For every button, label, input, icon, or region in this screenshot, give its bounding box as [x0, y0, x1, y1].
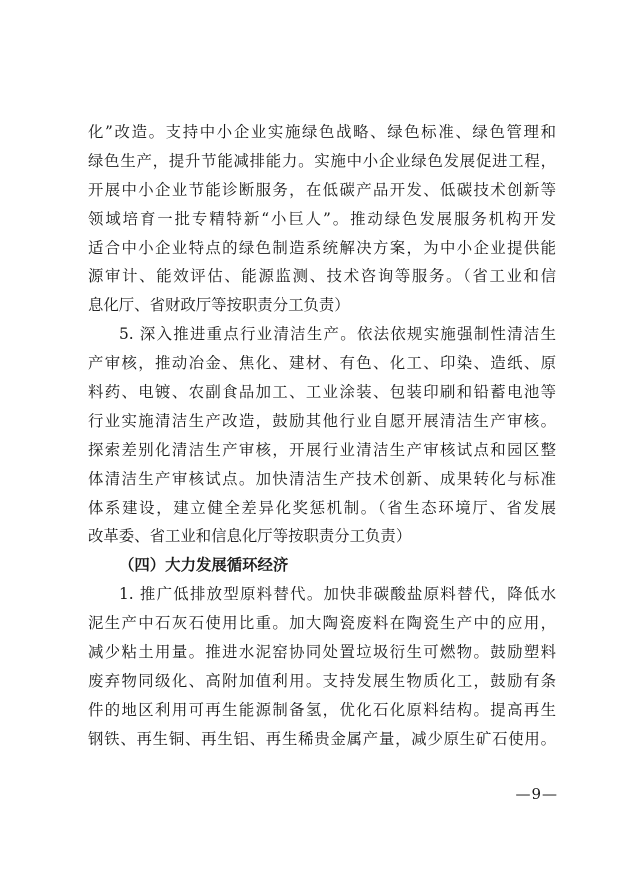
- text-line: 废弃物同级化、高附加值利用。支持发展生物质化工，鼓励有条: [88, 671, 556, 690]
- text-line: 产审核，推动冶金、焦化、建材、有色、化工、印染、造纸、原: [88, 354, 556, 373]
- section-heading: （四）大力发展循环经济: [119, 556, 289, 575]
- text-line: 绿色生产，提升节能减排能力。实施中小企业绿色发展促进工程，: [88, 151, 556, 170]
- text-line: 行业实施清洁生产改造，鼓励其他行业自愿开展清洁生产审核。: [88, 411, 556, 430]
- text-line: 源审计、能效评估、能源监测、技术咨询等服务。（省工业和信: [88, 267, 556, 286]
- document-body: [88, 118, 556, 754]
- text-line: 减少粘土用量。推进水泥窑协同处置垃圾衍生可燃物。鼓励塑料: [88, 643, 556, 662]
- text-line: 领域培育一批专精特新“小巨人”。推动绿色发展服务机构开发: [88, 209, 556, 228]
- paragraph-green-sme: [88, 118, 556, 320]
- text-line: 泥生产中石灰石使用比重。加大陶瓷废料在陶瓷生产中的应用，: [88, 614, 556, 633]
- paragraph-low-emission-materials: [88, 580, 556, 753]
- text-line: 开展中小企业节能诊断服务，在低碳产品开发、低碳技术创新等: [88, 180, 556, 199]
- text-line: 1. 推广低排放型原料替代。加快非碳酸盐原料替代，降低水: [119, 585, 556, 604]
- text-line: 息化厅、省财政厅等按职责分工负责）: [88, 296, 350, 315]
- text-line: 5. 深入推进重点行业清洁生产。依法依规实施强制性清洁生: [119, 325, 556, 344]
- text-line: 适合中小企业特点的绿色制造系统解决方案，为中小企业提供能: [88, 238, 556, 257]
- text-line: 探索差别化清洁生产审核，开展行业清洁生产审核试点和园区整: [88, 440, 556, 459]
- text-line: 化”改造。支持中小企业实施绿色战略、绿色标准、绿色管理和: [88, 123, 556, 141]
- text-line: 料药、电镀、农副食品加工、工业涂装、包装印刷和铅蓄电池等: [88, 383, 556, 402]
- text-line: 改革委、省工业和信息化厅等按职责分工负责）: [88, 527, 412, 546]
- text-line: 钢铁、再生铜、再生铝、再生稀贵金属产量，减少原生矿石使用。: [88, 729, 556, 748]
- text-line: 体清洁生产审核试点。加快清洁生产技术创新、成果转化与标准: [88, 469, 556, 488]
- text-line: 体系建设，建立健全差异化奖惩机制。（省生态环境厅、省发展: [88, 498, 556, 517]
- paragraph-clean-production: [88, 320, 556, 551]
- page-number: —9—: [515, 785, 558, 803]
- text-line: 件的地区利用可再生能源制备氢，优化石化原料结构。提高再生: [88, 700, 556, 719]
